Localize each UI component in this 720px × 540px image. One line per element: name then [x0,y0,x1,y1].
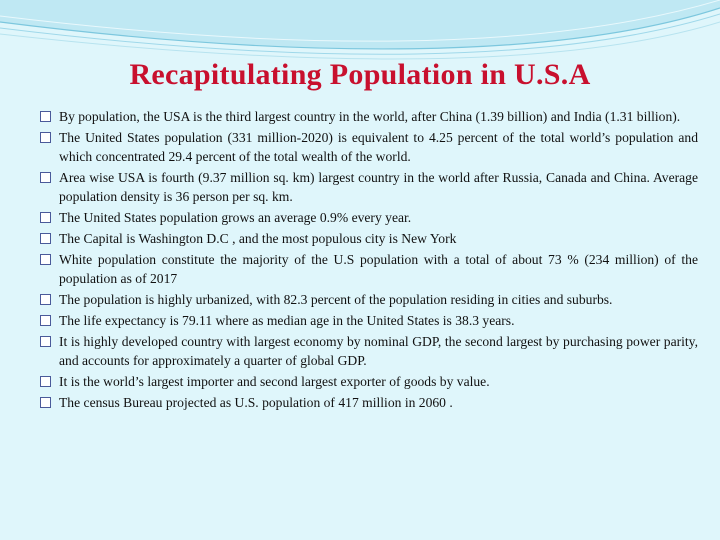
bullet-item: It is highly developed country with largest economy by nominal GDP, the second largest by purchasing power parity, and accounts for approximately a quarter of global GDP. [40,332,698,370]
square-bullet-icon [40,111,51,122]
square-bullet-icon [40,336,51,347]
square-bullet-icon [40,254,51,265]
square-bullet-icon [40,315,51,326]
square-bullet-icon [40,376,51,387]
bullet-item: The Capital is Washington D.C , and the most populous city is New York [40,229,698,248]
square-bullet-icon [40,212,51,223]
square-bullet-icon [40,397,51,408]
slide-title: Recapitulating Population in U.S.A [129,58,591,91]
square-bullet-icon [40,294,51,305]
bullet-item: The life expectancy is 79.11 where as median age in the United States is 38.3 years. [40,311,698,330]
bullet-item: By population, the USA is the third largest country in the world, after China (1.39 billion) and India (1.31 billion). [40,107,698,126]
bullet-list [40,107,698,414]
square-bullet-icon [40,172,51,183]
square-bullet-icon [40,233,51,244]
bullet-item: The United States population grows an average 0.9% every year. [40,208,698,227]
square-bullet-icon [40,132,51,143]
bullet-item: The United States population (331 million-2020) is equivalent to 4.25 percent of the total world’s population and which concentrated 29.4 percent of the total wealth of the world. [40,128,698,166]
bullet-item: White population constitute the majority of the U.S population with a total of about 73 % (234 million) of the population as of 2017 [40,250,698,288]
bullet-item: The census Bureau projected as U.S. population of 417 million in 2060 . [40,393,698,412]
bullet-item: It is the world’s largest importer and second largest exporter of goods by value. [40,372,698,391]
bullet-item: Area wise USA is fourth (9.37 million sq. km) largest country in the world after Russia, Canada and China. Average population density is 36 person per sq. km. [40,168,698,206]
bullet-item: The population is highly urbanized, with 82.3 percent of the population residing in cities and suburbs. [40,290,698,309]
